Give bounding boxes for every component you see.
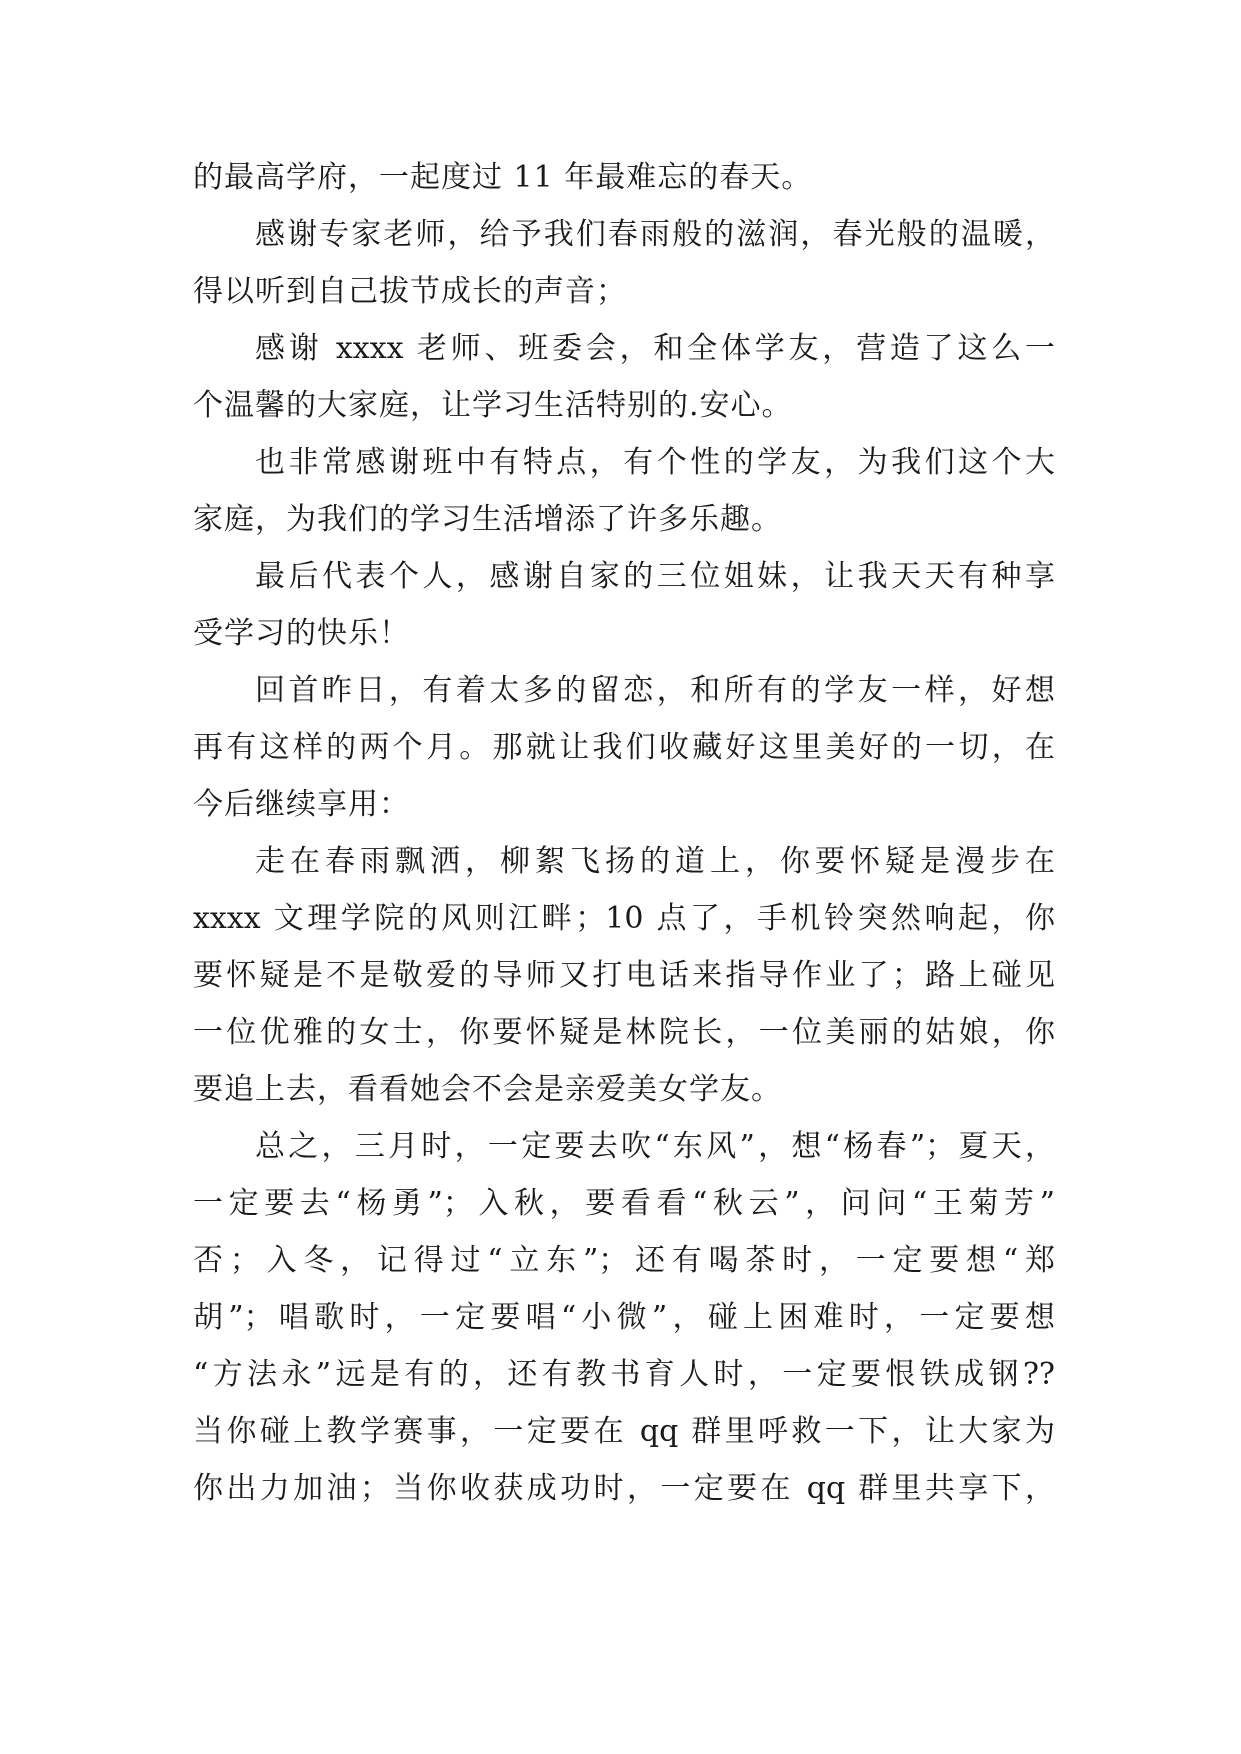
text-line: 你出力加油；当你收获成功时，一定要在 qq 群里共享下， <box>193 1471 1055 1506</box>
text-line: 一定要去“杨勇”；入秋，要看看“秋云”，问问“王菊芳” <box>193 1186 1055 1221</box>
paragraph-first-line: 回首昨日，有着太多的留恋，和所有的学友一样，好想 <box>255 673 1055 708</box>
text-line: “方法永”远是有的，还有教书育人时，一定要恨铁成钢?? <box>193 1357 1055 1392</box>
text-line: 再有这样的两个月。那就让我们收藏好这里美好的一切，在 <box>193 730 1055 765</box>
paragraph-first-line: 也非常感谢班中有特点，有个性的学友，为我们这个大 <box>255 445 1055 480</box>
text-line: 当你碰上教学赛事，一定要在 qq 群里呼救一下，让大家为 <box>193 1414 1055 1449</box>
text-line: 受学习的快乐！ <box>193 616 410 651</box>
text-line: 的最高学府，一起度过 11 年最难忘的春天。 <box>193 160 813 195</box>
text-line: 个温馨的大家庭，让学习生活特别的.安心。 <box>193 388 793 423</box>
text-line: 要追上去，看看她会不会是亲爱美女学友。 <box>193 1072 782 1107</box>
text-line: 家庭，为我们的学习生活增添了许多乐趣。 <box>193 502 782 537</box>
text-line: 要怀疑是不是敬爱的导师又打电话来指导作业了；路上碰见 <box>193 958 1055 993</box>
paragraph-first-line: 最后代表个人，感谢自家的三位姐妹，让我天天有种享 <box>255 559 1055 594</box>
text-line: 得以听到自己拔节成长的声音； <box>193 274 627 309</box>
text-line: 今后继续享用： <box>193 787 410 822</box>
paragraph-first-line: 总之，三月时，一定要去吹“东风”，想“杨春”；夏天， <box>255 1129 1055 1164</box>
text-line: 否；入冬，记得过“立东”；还有喝茶时，一定要想“郑 <box>193 1243 1055 1278</box>
text-line: xxxx 文理学院的风则江畔；10 点了，手机铃突然响起，你 <box>193 901 1055 936</box>
text-line: 胡”；唱歌时，一定要唱“小微”，碰上困难时，一定要想 <box>193 1300 1055 1335</box>
paragraph-first-line: 走在春雨飘洒，柳絮飞扬的道上，你要怀疑是漫步在 <box>255 844 1055 879</box>
paragraph-first-line: 感谢 xxxx 老师、班委会，和全体学友，营造了这么一 <box>255 331 1055 366</box>
text-line: 一位优雅的女士，你要怀疑是林院长，一位美丽的姑娘，你 <box>193 1015 1055 1050</box>
paragraph-first-line: 感谢专家老师，给予我们春雨般的滋润，春光般的温暖， <box>255 217 1055 252</box>
